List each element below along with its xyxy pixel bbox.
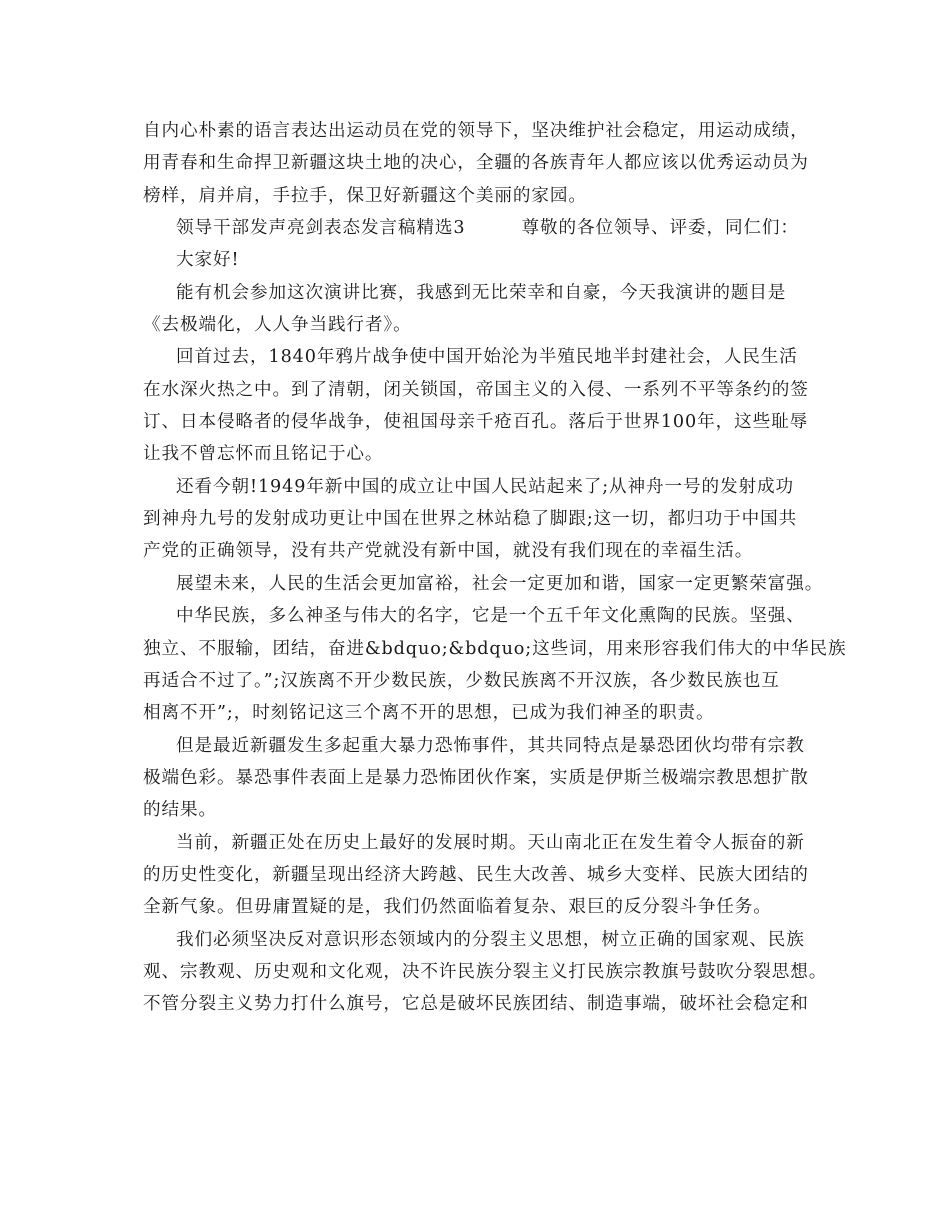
text-line xyxy=(143,665,828,697)
text-line xyxy=(143,244,828,276)
text-line-content: 领导干部发声亮剑表态发言稿精选3 xyxy=(176,218,466,239)
text-line xyxy=(143,471,828,503)
text-line-content: 极端色彩。暴恐事件表面上是暴力恐怖团伙作案，实质是伊斯兰极端宗教思想扩散 xyxy=(143,767,809,788)
text-line xyxy=(143,212,828,244)
text-line-content: 《去极端化，人人争当践行者》。 xyxy=(143,315,412,336)
text-line-content: 到神舟九号的发射成功更让中国在世界之林站稳了脚跟;这一切，都归功于中国共 xyxy=(143,509,798,530)
text-line-content: 大家好! xyxy=(176,250,240,271)
text-line xyxy=(143,697,828,729)
text-line-content: 展望未来，人民的生活会更加富裕，社会一定更加和谐，国家一定更繁荣富强。 xyxy=(176,573,824,594)
text-line xyxy=(143,309,828,341)
text-line xyxy=(143,115,828,147)
text-line xyxy=(143,406,828,438)
text-line-content: 榜样，肩并肩，手拉手，保卫好新疆这个美丽的家园。 xyxy=(143,185,587,206)
text-line xyxy=(143,568,828,600)
text-line-content: 相离不开”;，时刻铭记这三个离不开的思想，已成为我们神圣的职责。 xyxy=(143,703,715,724)
text-line-content: 还看今朝!1949年新中国的成立让中国人民站起来了;从神舟一号的发射成功 xyxy=(176,476,794,497)
text-line-content: 当前，新疆正处在历史上最好的发展时期。天山南北正在发生着令人振奋的新 xyxy=(176,832,805,853)
text-line xyxy=(143,827,828,859)
text-line-content: 订、日本侵略者的侵华战争，使祖国母亲千疮百孔。落后于世界100年，这些耻辱 xyxy=(143,412,809,433)
text-line xyxy=(143,859,828,891)
text-line-content: 观、宗教观、历史观和文化观，决不许民族分裂主义打民族宗教旗号鼓吹分裂思想。 xyxy=(143,961,828,982)
text-line-content: 在水深火热之中。到了清朝，闭关锁国，帝国主义的入侵、一系列不平等条约的签 xyxy=(143,379,809,400)
text-line xyxy=(143,341,828,373)
text-line xyxy=(143,988,828,1020)
text-line xyxy=(143,438,828,470)
text-line xyxy=(143,277,828,309)
text-line-content: 用青春和生命捍卫新疆这块土地的决心，全疆的各族青年人都应该以优秀运动员为 xyxy=(143,153,809,174)
text-line-content-second: 尊敬的各位领导、评委，同仁们： xyxy=(521,218,799,239)
text-line-content: 独立、不服输，团结，奋进&bdquo;&bdquo;这些词，用来形容我们伟大的中华民族 xyxy=(143,638,847,659)
text-line xyxy=(143,180,828,212)
text-line-content: 的结果。 xyxy=(143,800,217,821)
text-line xyxy=(143,535,828,567)
text-line xyxy=(143,762,828,794)
text-line xyxy=(143,600,828,632)
text-line xyxy=(143,374,828,406)
text-line xyxy=(143,633,847,665)
text-line-content: 让我不曾忘怀而且铭记于心。 xyxy=(143,444,384,465)
document-body xyxy=(143,115,847,1021)
text-line-content: 不管分裂主义势力打什么旗号，它总是破坏民族团结、制造事端，破坏社会稳定和 xyxy=(143,994,809,1015)
text-line-content: 回首过去，1840年鸦片战争使中国开始沦为半殖民地半封建社会，人民生活 xyxy=(176,347,798,368)
text-line-content: 再适合不过了。”;汉族离不开少数民族，少数民族离不开汉族，各少数民族也互 xyxy=(143,670,780,691)
text-line xyxy=(143,956,828,988)
text-line xyxy=(143,924,828,956)
text-line xyxy=(143,503,828,535)
text-line-content: 全新气象。但毋庸置疑的是，我们仍然面临着复杂、艰巨的反分裂斗争任务。 xyxy=(143,897,772,918)
text-line-content: 产党的正确领导，没有共产党就没有新中国，就没有我们现在的幸福生活。 xyxy=(143,541,754,562)
text-line-content: 中华民族，多么神圣与伟大的名字，它是一个五千年文化熏陶的民族。坚强、 xyxy=(176,606,805,627)
text-line xyxy=(143,730,828,762)
text-line xyxy=(143,147,828,179)
text-line xyxy=(143,794,828,826)
text-line xyxy=(143,891,828,923)
text-line-content: 自内心朴素的语言表达出运动员在党的领导下，坚决维护社会稳定，用运动成绩， xyxy=(143,121,809,141)
text-line-content: 的历史性变化，新疆呈现出经济大跨越、民生大改善、城乡大变样、民族大团结的 xyxy=(143,864,809,885)
text-line-content: 我们必须坚决反对意识形态领域内的分裂主义思想，树立正确的国家观、民族 xyxy=(176,929,805,950)
text-line-content: 能有机会参加这次演讲比赛，我感到无比荣幸和自豪，今天我演讲的题目是 xyxy=(176,282,787,303)
text-line-content: 但是最近新疆发生多起重大暴力恐怖事件，其共同特点是暴恐团伙均带有宗教 xyxy=(176,735,805,756)
